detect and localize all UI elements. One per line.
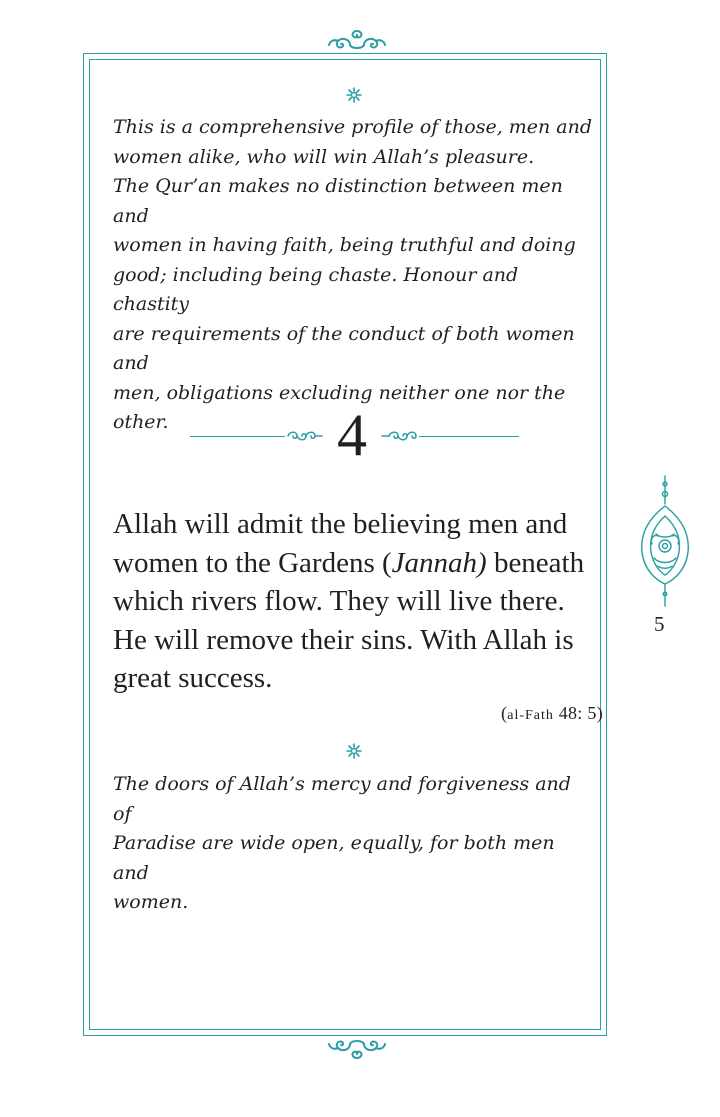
divider-line-right: [419, 436, 519, 437]
side-medallion-ornament-icon: [636, 474, 694, 609]
section-star-icon: [346, 743, 362, 759]
verse-reference: [501, 703, 603, 724]
commentary-line: The doors of Allah’s mercy and forgiveness and of: [113, 773, 571, 825]
commentary-line: Paradise are wide open, equally, for both men and: [113, 832, 555, 884]
reference-open: (: [500, 703, 508, 723]
commentary-line: The Qur’an makes no distinction between men and: [113, 175, 563, 227]
commentary-top: [113, 113, 593, 438]
left-swirl-icon: [286, 428, 324, 444]
bottom-scroll-ornament-icon: [326, 1036, 388, 1062]
divider-line-left: [190, 436, 285, 437]
reference-citation: 48: 5): [553, 703, 603, 723]
commentary-line: good; including being chaste. Honour and chastity: [113, 263, 519, 315]
commentary-line: women in having faith, being truthful and doing: [113, 234, 576, 256]
page-number: 5: [654, 612, 665, 636]
section-star-icon: [346, 87, 362, 103]
commentary-line: women.: [113, 891, 189, 913]
verse-text-part: Allah will admit the believing men and women to the Gardens (: [113, 508, 568, 579]
commentary-line: This is a comprehensive profile of those, men and: [113, 116, 593, 138]
reference-surah: al-Fath: [507, 708, 554, 723]
verse-number-divider: [182, 402, 522, 468]
verse-number: 4: [337, 402, 367, 468]
commentary-line: women alike, who will win Allah’s pleasure.: [113, 145, 535, 168]
verse-term-jannah: Jannah): [391, 546, 487, 579]
commentary-line: are requirements of the conduct of both women and: [113, 322, 575, 374]
top-scroll-ornament-icon: [326, 27, 388, 53]
commentary-line: men, obligations excluding neither one nor the other.: [113, 381, 566, 433]
verse-text: [113, 505, 603, 698]
commentary-bottom: [113, 770, 593, 918]
right-swirl-icon: [380, 428, 418, 444]
verse-text-part: beneath which rivers flow. They will live there. He will remove their sins. With Allah is great success.: [113, 546, 585, 695]
